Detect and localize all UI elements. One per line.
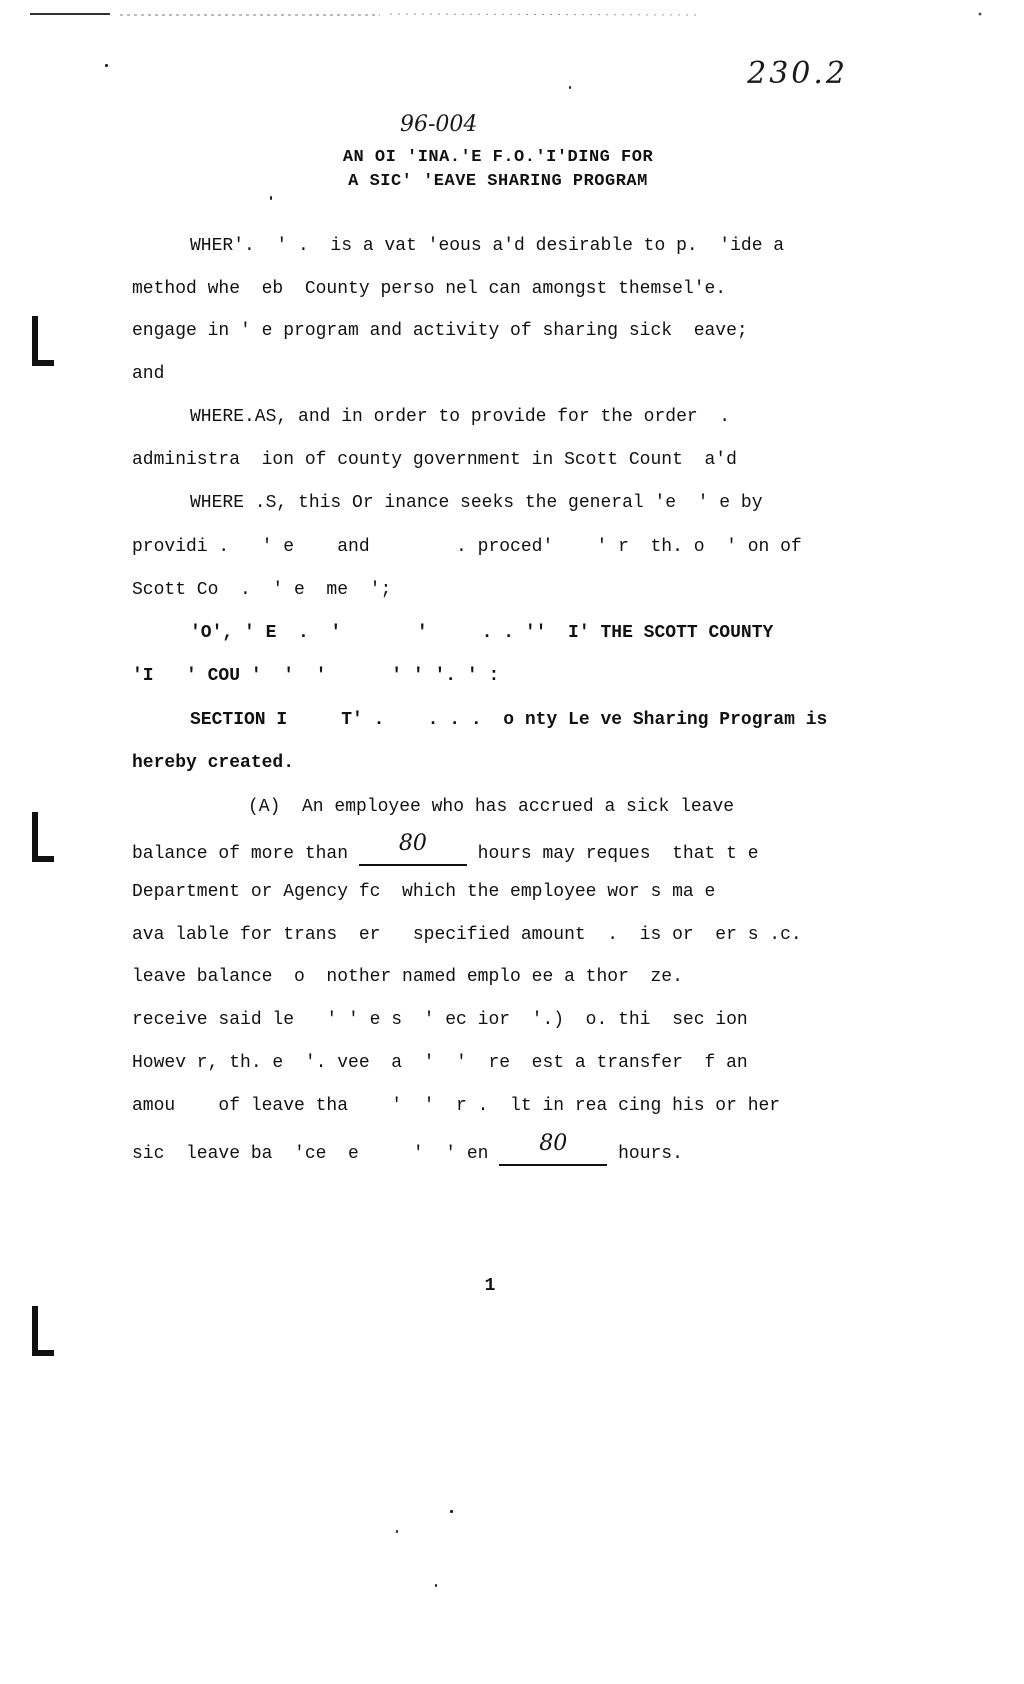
whereas-3-line-1: WHERE .S, this Or inance seeks the general 'e ' e by: [190, 493, 763, 513]
page-number: 1: [484, 1276, 496, 1296]
enacting-clause-line-2: 'I ' COU ' ' ' ' ' '. ' :: [132, 666, 500, 686]
whereas-3-line-3: Scott Co . ' e me ';: [132, 580, 392, 600]
hours-fill-blank-1: [359, 831, 467, 866]
scan-speck: [396, 1530, 398, 1533]
handwritten-ordinance-number: 96-004: [400, 112, 478, 137]
scan-noise-top: [0, 0, 1024, 22]
subsection-a-line-9: [132, 1131, 683, 1166]
whereas-2-line-1: WHERE.AS, and in order to provide for the order .: [190, 407, 731, 427]
whereas-3-line-2: providi . ' e and . proced' ' r th. o ' on of: [132, 537, 802, 557]
subsection-a-line-9-text: sic leave ba 'ce e ' ' en: [132, 1144, 489, 1164]
subsection-a-line-2-text: balance of more than: [132, 844, 349, 864]
ordinance-title-line-2: A SIC' 'EAVE SHARING PROGRAM: [348, 172, 648, 191]
whereas-1-line-2: method whe eb County perso nel can amongst themsel'e.: [132, 279, 727, 299]
handwritten-document-number: 230.2: [747, 56, 848, 91]
section-1-heading-cont: hereby created.: [132, 753, 295, 773]
subsection-a-line-3: Department or Agency fc which the employee wor s ma e: [132, 882, 716, 902]
handwritten-hours-2: 80: [539, 1131, 568, 1156]
scan-speck: [435, 1584, 437, 1587]
whereas-2-line-2: administra ion of county government in Scott Count a'd: [132, 450, 737, 470]
scan-speck: [105, 64, 108, 67]
scan-speck: [270, 196, 272, 200]
hours-fill-blank-2: [499, 1131, 607, 1166]
scan-speck: [569, 86, 571, 89]
subsection-a-line-9-tail: hours.: [618, 1144, 683, 1164]
enacting-clause-line-1: 'O', ' E . ' ' . . '' I' THE SCOTT COUNTY: [190, 623, 774, 643]
subsection-a-line-8: amou of leave tha ' ' r . lt in rea cing his or her: [132, 1096, 781, 1116]
margin-bracket-mark: [32, 812, 54, 862]
subsection-a-line-7: Howev r, th. e '. vee a ' ' re est a transfer f an: [132, 1053, 748, 1073]
section-1-heading: SECTION I T' . . . . o nty Le ve Sharing Program is: [190, 710, 828, 730]
whereas-1-line-3: engage in ' e program and activity of sharing sick eave;: [132, 321, 748, 341]
subsection-a-line-6: receive said le ' ' e s ' ec ior '.) o. thi sec ion: [132, 1010, 748, 1030]
subsection-a-line-2-tail: hours may reques that t e: [477, 844, 759, 864]
scan-speck: [450, 1510, 453, 1513]
margin-bracket-mark: [32, 1306, 54, 1356]
subsection-a-line-1: (A) An employee who has accrued a sick leave: [248, 797, 735, 817]
ordinance-title-line-1: AN OI 'INA.'E F.O.'I'DING FOR: [342, 148, 654, 167]
whereas-1-line-1: WHER'. ' . is a vat 'eous a'd desirable to p. 'ide a: [190, 236, 785, 256]
subsection-a-line-2: [132, 831, 759, 866]
margin-bracket-mark: [32, 316, 54, 366]
whereas-1-line-4: and: [132, 364, 165, 384]
handwritten-hours-1: 80: [398, 831, 427, 856]
subsection-a-line-4: ava lable for trans er specified amount . is or er s .c.: [132, 925, 802, 945]
subsection-a-line-5: leave balance o nother named emplo ee a thor ze.: [132, 967, 683, 987]
